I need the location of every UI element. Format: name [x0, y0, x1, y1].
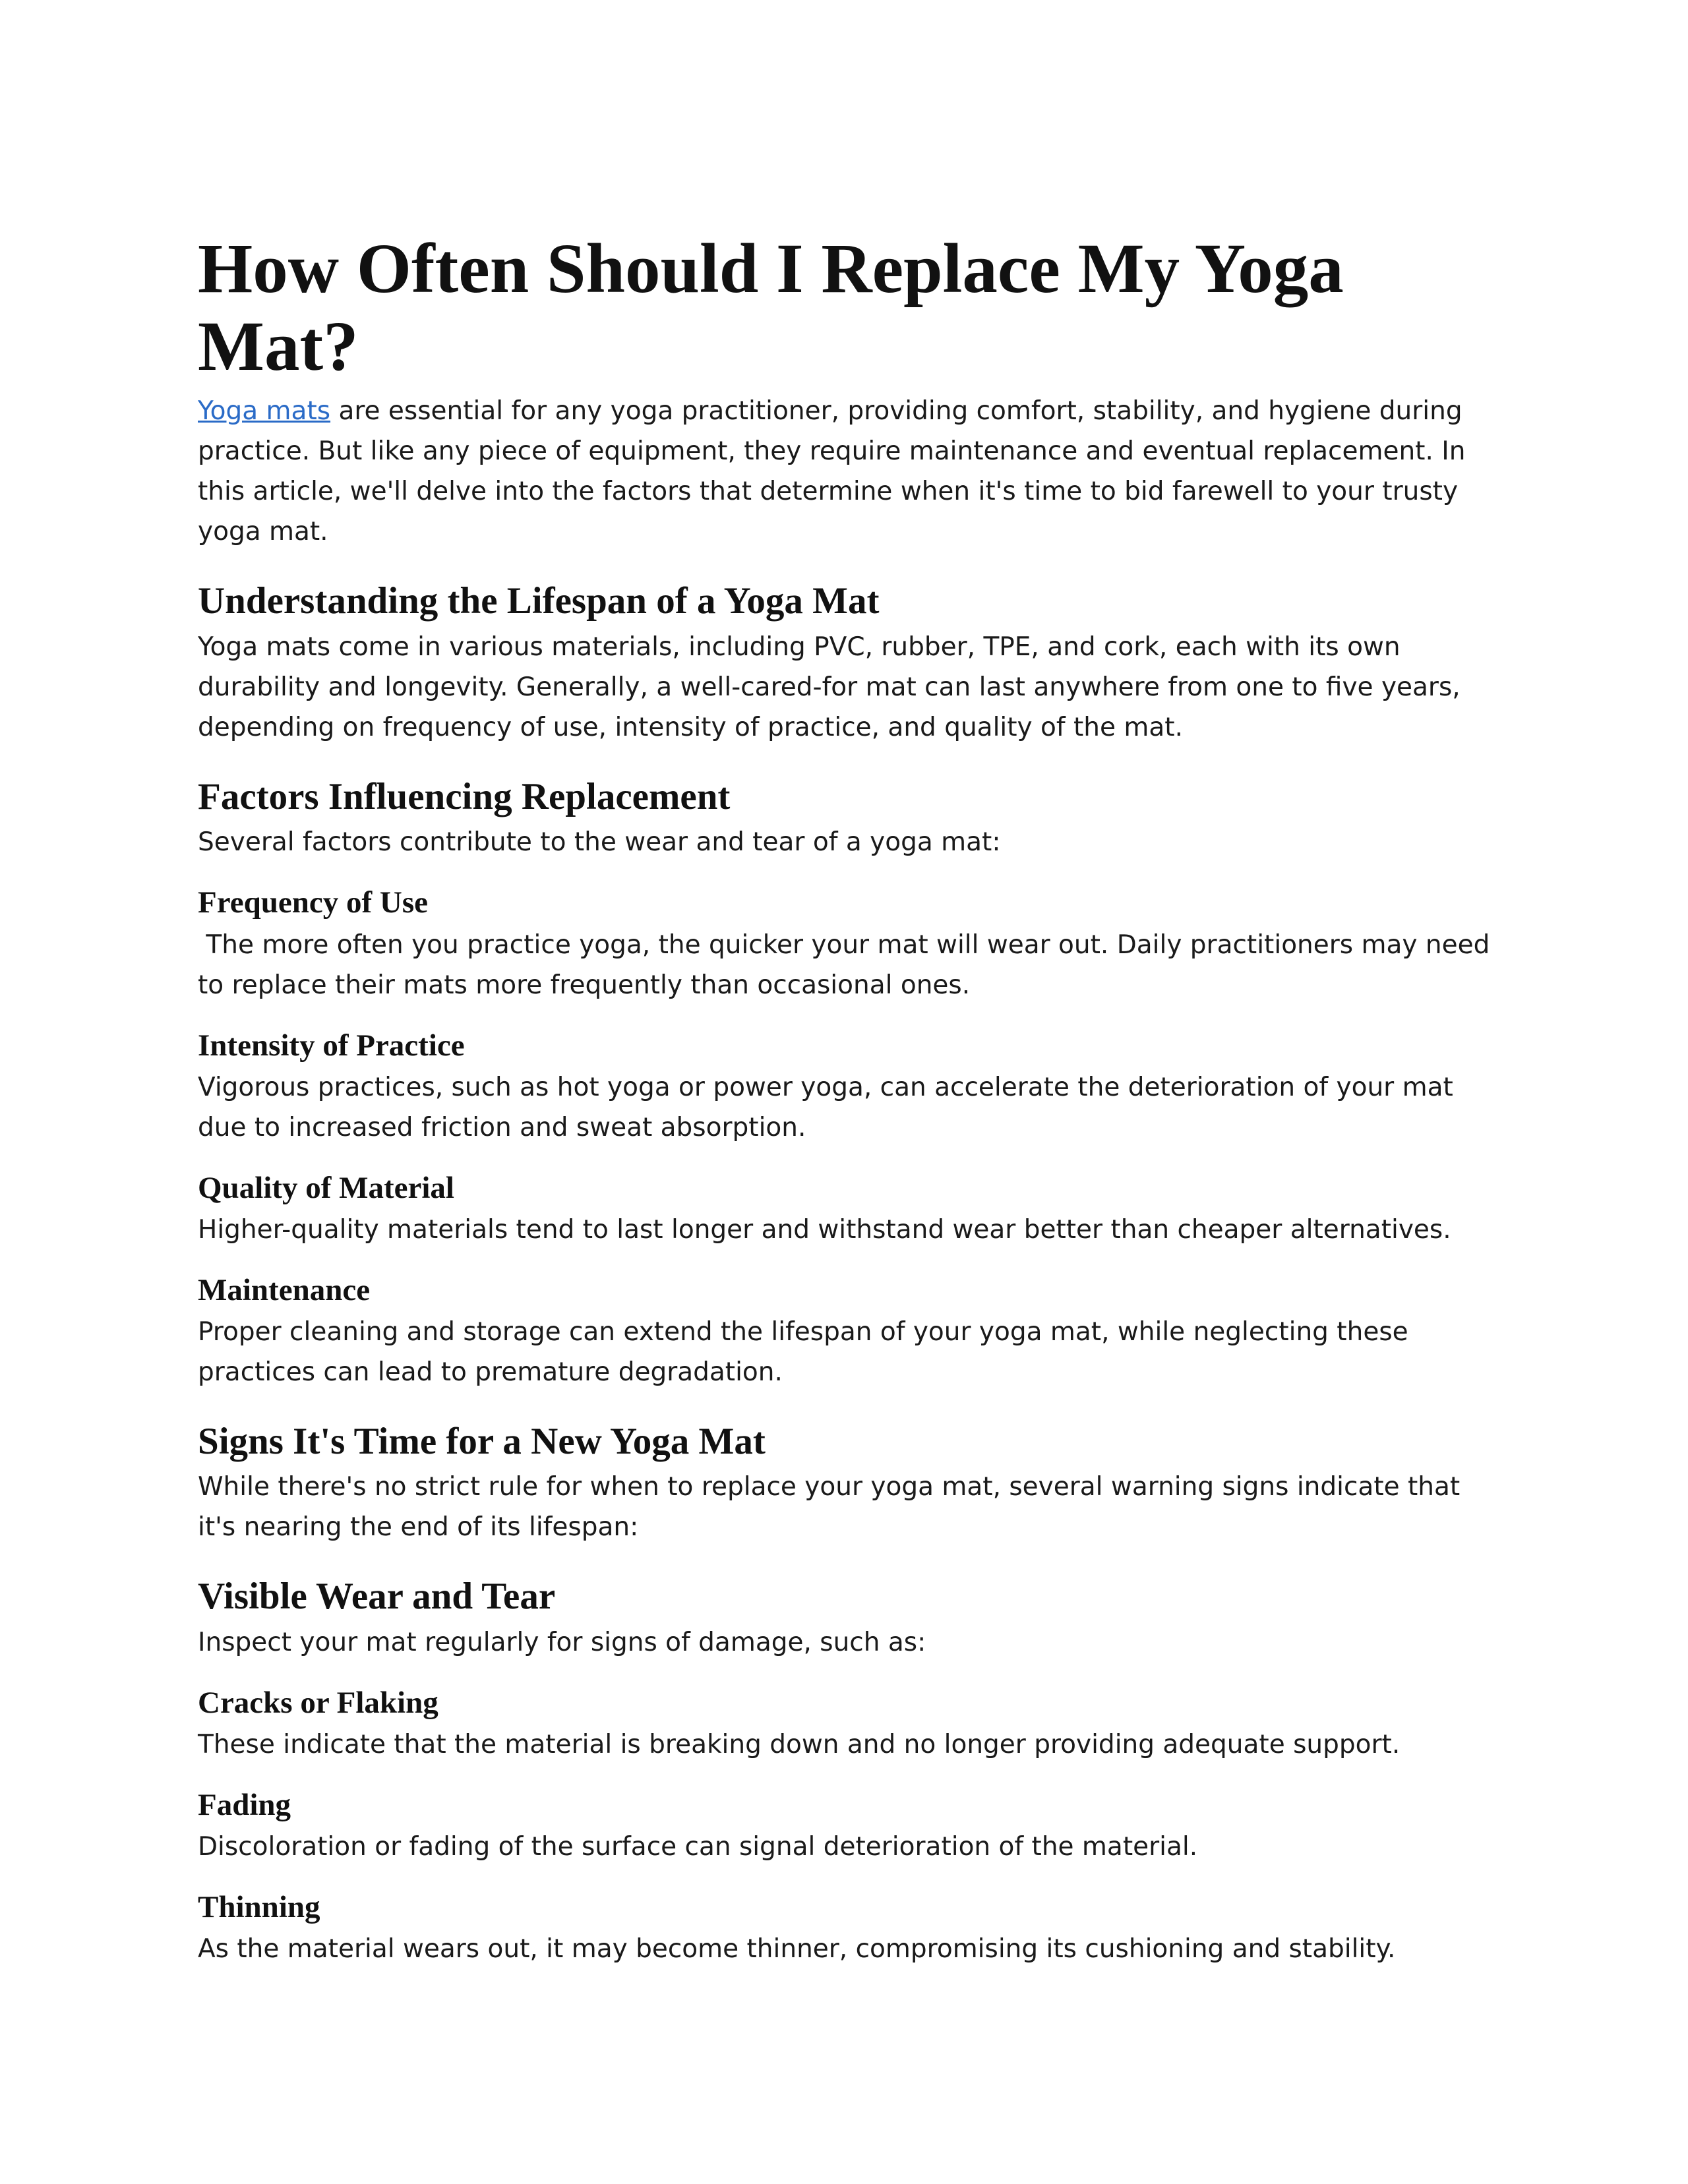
paragraph-cracks: These indicate that the material is breaking down and no longer providing adequate support. — [198, 1729, 1401, 1759]
paragraph-signs: While there's no strict rule for when to replace your yoga mat, several warning signs indicate that it's nearing the end of its lifespan: — [198, 1472, 1461, 1543]
paragraph-maintenance: Proper cleaning and storage can extend the lifespan of your yoga mat, while neglecting these practices can lead to premature degradation. — [198, 1316, 1408, 1387]
heading-signs: Signs It's Time for a New Yoga Mat — [198, 1420, 766, 1462]
paragraph-quality: Higher-quality materials tend to last longer and withstand wear better than cheaper alternatives. — [198, 1214, 1451, 1245]
intro-paragraph — [198, 391, 1490, 552]
paragraph-thinning: As the material wears out, it may become thinner, compromising its cushioning and stability. — [198, 1933, 1396, 1964]
paragraph-visible-wear: Inspect your mat regularly for signs of damage, such as: — [198, 1627, 926, 1657]
heading-visible-wear: Visible Wear and Tear — [198, 1576, 556, 1618]
heading-maintenance: Maintenance — [198, 1272, 371, 1307]
article — [198, 230, 1498, 1969]
heading-fading: Fading — [198, 1787, 291, 1822]
heading-intensity: Intensity of Practice — [198, 1028, 465, 1063]
paragraph-intensity: Vigorous practices, such as hot yoga or power yoga, can accelerate the deterioration of your mat due to increased friction and sweat absorption. — [198, 1072, 1453, 1142]
paragraph-fading: Discoloration or fading of the surface can signal deterioration of the material. — [198, 1831, 1198, 1862]
heading-frequency: Frequency of Use — [198, 885, 428, 920]
paragraph-frequency: The more often you practice yoga, the quicker your mat will wear out. Daily practitioners may need to replace their mats more frequently than occasional ones. — [198, 930, 1498, 1000]
heading-quality: Quality of Material — [198, 1170, 454, 1205]
heading-factors: Factors Influencing Replacement — [198, 775, 731, 817]
heading-lifespan: Understanding the Lifespan of a Yoga Mat — [198, 580, 880, 622]
paragraph-factors: Several factors contribute to the wear and tear of a yoga mat: — [198, 827, 1001, 858]
paragraph-lifespan: Yoga mats come in various materials, including PVC, rubber, TPE, and cork, each with its own durability and longevity. Generally, a well-cared-for mat can last anywhere from one to five years, depending on frequency of use, intensity of practice, and quality of the mat. — [198, 632, 1461, 742]
yoga-mats-link[interactable]: Yoga mats — [198, 396, 331, 427]
heading-cracks: Cracks or Flaking — [198, 1685, 438, 1720]
article-title: How Often Should I Replace My Yoga Mat? — [198, 230, 1344, 386]
intro-text: are essential for any yoga practitioner, providing comfort, stability, and hygiene during practice. But like any piece of equipment, they require maintenance and eventual replacement. In this article, we'll delve into the factors that determine when it's time to bid farewell to your trusty yoga mat. — [198, 396, 1466, 547]
heading-thinning: Thinning — [198, 1889, 320, 1924]
